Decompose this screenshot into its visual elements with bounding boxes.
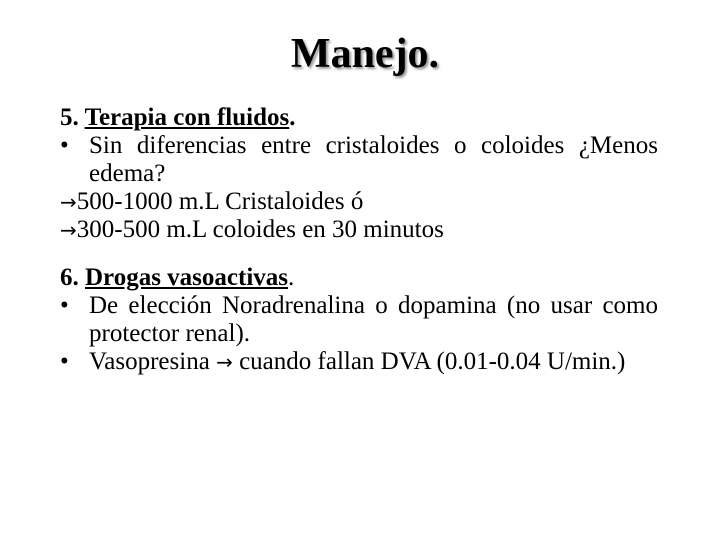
section-5-title: Terapia con fluidos	[84, 104, 290, 131]
slide-title: Manejo.	[290, 31, 440, 77]
section-5-period: .	[289, 104, 296, 131]
bullet-text: Sin diferencias entre cristaloides o coloides ¿Menos edema?	[89, 132, 658, 187]
bullet-icon: •	[60, 292, 69, 319]
section-spacer	[60, 244, 658, 264]
section-6-heading	[60, 264, 658, 292]
bullet-text: De elección Noradrenalina o dopamina (no usar como protector renal).	[89, 292, 658, 347]
arrow-item	[60, 216, 658, 244]
arrow-item-text: 300-500 m.L coloides en 30 minutos	[76, 216, 444, 243]
section-5-number: 5.	[60, 104, 79, 131]
bullet-text-end: cuando fallan DVA (0.01-0.04 U/min.)	[239, 348, 626, 375]
bullet-item	[60, 132, 658, 188]
arrow-item	[60, 188, 658, 216]
arrow-item-text: 500-1000 m.L Cristaloides ó	[76, 188, 364, 215]
bullet-text-start: Vasopresina	[89, 348, 210, 375]
section-5-heading	[60, 104, 658, 132]
section-6-title: Drogas vasoactivas	[85, 264, 289, 291]
bullet-item	[60, 292, 658, 348]
section-6-number: 6.	[60, 264, 79, 291]
slide-body	[60, 104, 658, 376]
bullet-icon: •	[60, 348, 69, 375]
bullet-icon: •	[60, 132, 69, 159]
arrow-right-icon: →	[60, 190, 77, 214]
arrow-right-icon: →	[216, 350, 233, 374]
bullet-item	[60, 348, 658, 376]
section-6-period: .	[288, 264, 295, 291]
arrow-right-icon: →	[60, 218, 77, 242]
